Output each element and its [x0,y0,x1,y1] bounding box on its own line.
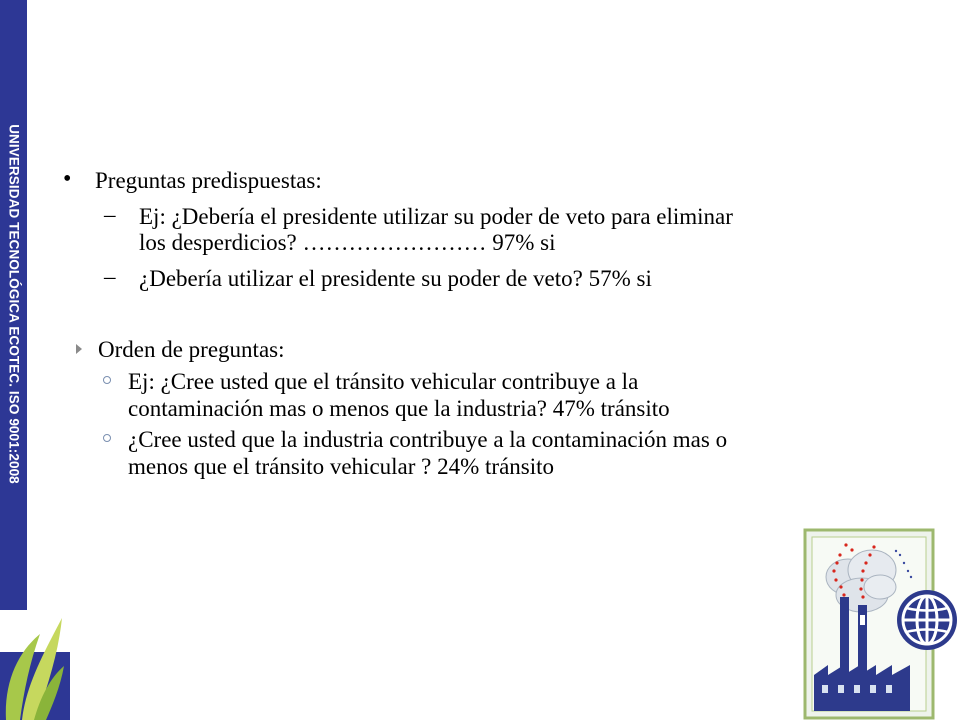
section2-item2-line1: ¿Cree usted que la industria contribuye a la contaminación mas o [128,427,728,452]
section1-item1-line1: Ej: ¿Debería el presidente utilizar su poder de veto para eliminar [139,204,733,229]
ring-bullet-icon [103,434,111,442]
arrow-bullet-icon [76,344,82,354]
section1-item1-line2: los desperdicios? …………………… 97% si [139,230,556,255]
section2-item1-line1: Ej: ¿Cree usted que el tránsito vehicular contribuye a la [128,369,639,394]
side-banner [0,0,27,610]
section2-item2-line2: menos que el tránsito vehicular ? 24% tránsito [128,454,555,479]
factory-pollution-globe-icon [800,525,960,720]
leaf-logo-icon [0,612,70,720]
dash-icon: – [104,202,116,227]
ring-bullet-icon [103,376,111,384]
section2-item1-line2: contaminación mas o menos que la industria? 47% tránsito [128,396,670,421]
university-name-vertical: UNIVERSIDAD TECNOLÓGICA ECOTEC. ISO 9001:2008 [6,124,22,484]
dash-icon: – [104,264,116,289]
bullet-dot-icon: • [63,166,72,192]
section1-heading: Preguntas predispuestas: [95,168,322,193]
section1-item2-line1: ¿Debería utilizar el presidente su poder de veto? 57% si [139,266,652,291]
section2-heading: Orden de preguntas: [98,337,285,362]
